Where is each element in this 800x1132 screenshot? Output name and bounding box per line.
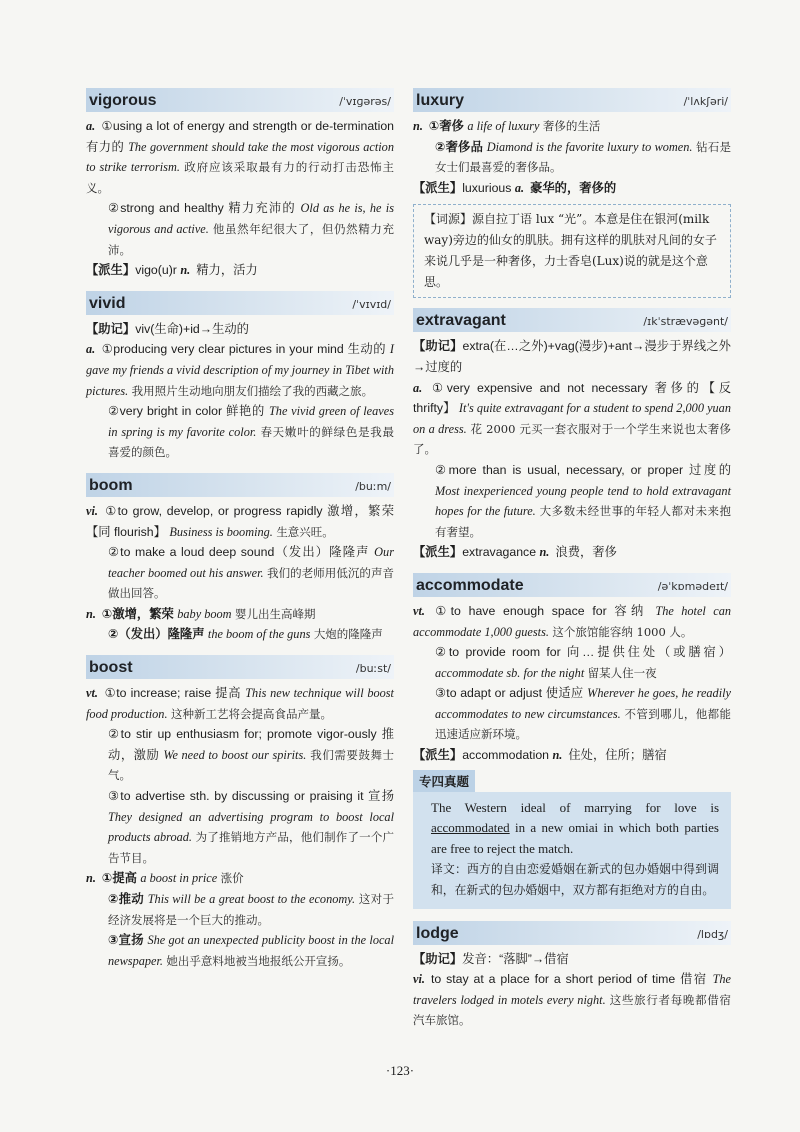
mnemonic-tag: 【助记】: [413, 951, 463, 966]
definition: ①to increase; raise 提高: [103, 686, 242, 701]
definition: ②（发出）隆隆声: [108, 627, 205, 642]
sense-block: [86, 542, 394, 604]
headword: boost: [89, 659, 133, 677]
mnemonic: [413, 949, 731, 970]
entry-header: [413, 573, 731, 597]
example: a life of luxury: [467, 119, 540, 133]
translation: 春天嫩叶的鲜绿色是我最喜爱的颜色。: [108, 424, 394, 460]
sense-block: [86, 889, 394, 930]
sense-block: [86, 786, 394, 868]
translation: 这对于经济发展将是一个巨大的推动。: [108, 892, 395, 927]
part-of-speech: n.: [86, 606, 96, 621]
translation: 我们需要鼓舞士气。: [108, 747, 395, 783]
mnemonic: [86, 319, 394, 340]
sense-block: [413, 642, 731, 683]
mnemonic-tag: 【助记】: [86, 321, 136, 336]
definition: ②very bright in color 鲜艳的: [108, 404, 265, 419]
translation: 他虽然年纪很大了，但仍然精力充沛。: [108, 221, 395, 257]
part-of-speech: vt.: [86, 686, 98, 701]
example: This new technique will boost food production.: [86, 686, 394, 721]
sense-block: [86, 683, 394, 724]
headword: accommodate: [416, 576, 524, 594]
definition: ②推动: [108, 892, 144, 906]
entry-header: [413, 921, 731, 945]
sense-block: [86, 624, 394, 645]
phonetic: /ˈvɪvɪd/: [352, 297, 391, 311]
phonetic: /buːm/: [355, 479, 391, 493]
headword: vivid: [89, 294, 126, 312]
sense-block: [413, 460, 731, 542]
sense-block: [86, 930, 394, 971]
part-of-speech: vi.: [413, 972, 425, 987]
entry-boost: [86, 655, 394, 971]
derivative-word: extravagance: [462, 545, 537, 560]
example: The hotel can accommodate 1,000 guests.: [413, 603, 732, 639]
derivative-word: vigo(u)r: [135, 263, 177, 278]
entry-header: [86, 291, 394, 315]
phonetic: /ɪkˈstrævəɡənt/: [643, 315, 728, 329]
example: a boost in price: [140, 871, 218, 886]
translation: 婴儿出生高峰期: [234, 606, 316, 621]
derivative-tag: 【派生】: [86, 263, 136, 278]
example: the boom of the guns: [207, 627, 311, 642]
etymology-box: 【词源】源自拉丁语 lux “光”。本意是住在银河(milk way)旁边的仙女的肌肤。拥有这样的肌肤对凡间的女子来说几乎是一种奢侈，力士香皂(Lux)说的就是这个意思。: [413, 204, 731, 298]
example: I gave my friends a vivid description of my journey in Tibet with pictures.: [86, 342, 394, 398]
exam-badge: 专四真题: [413, 770, 475, 792]
definition: ②to make a loud deep sound（发出）隆隆声: [108, 545, 370, 560]
headword: extravagant: [416, 312, 506, 330]
sense-block: [413, 601, 731, 642]
part-of-speech: n.: [539, 545, 550, 560]
example: Business is booming.: [169, 524, 273, 539]
exam-box: [413, 792, 731, 909]
example: The government should take the most vigorous action to strike terrorism.: [86, 139, 394, 175]
definition: ③to adapt or adjust 使适应: [435, 686, 584, 701]
mnemonic-text: 发音：“落脚”→借宿: [462, 951, 569, 966]
translation: 花 2000 元买一套衣服对于一个学生来说也太奢侈了。: [413, 421, 732, 457]
definition: ①to grow, develop, or progress rapidly 激增，繁荣【同 flourish】: [86, 503, 394, 539]
derivative: [413, 178, 731, 199]
left-column: [86, 88, 394, 981]
headword: boom: [89, 476, 133, 494]
definition: ②to provide room for 向…提供住处（或膳宿）: [435, 645, 731, 660]
translation: 我用照片生动地向朋友们描绘了我的西藏之旅。: [131, 383, 374, 398]
entry-extravagant: [413, 308, 731, 563]
entry-lodge: [413, 921, 731, 1031]
derivative-word: accommodation: [462, 748, 550, 763]
definition: ①to have enough space for 容纳: [430, 603, 648, 618]
derivative-tag: 【派生】: [413, 180, 463, 195]
definition: ①激增，繁荣: [101, 606, 174, 621]
phonetic: /əˈkɒmədeɪt/: [657, 579, 728, 593]
example: We need to boost our spirits.: [163, 747, 307, 762]
translation: 她出乎意料地被当地报纸公开宣扬。: [166, 953, 351, 968]
page-number: ·123·: [385, 1063, 415, 1078]
definition: ②to stir up enthusiasm for; promote vigor-ously 推动，激励: [108, 727, 394, 762]
definition: to stay at a place for a short period of time 借宿: [430, 972, 708, 987]
part-of-speech: n.: [413, 119, 423, 133]
mnemonic-text: viv(生命)+id→生动的: [135, 321, 249, 336]
translation: 为了推销地方产品，他们制作了一个广告节目。: [108, 830, 394, 865]
phonetic: /lɒdʒ/: [697, 927, 728, 941]
part-of-speech: a.: [86, 342, 96, 357]
example: baby boom: [177, 606, 232, 621]
part-of-speech: a.: [413, 380, 423, 395]
part-of-speech: a.: [514, 180, 525, 195]
entry-boom: [86, 473, 394, 645]
entry-header: [413, 88, 731, 112]
example: Wherever he goes, he readily accommodates to new circumstances.: [435, 686, 732, 721]
example: Diamond is the favorite luxury to women.: [486, 139, 693, 154]
translation: 奢侈的生活: [542, 119, 601, 133]
mnemonic: [413, 336, 731, 377]
entry-vivid: [86, 291, 394, 463]
phonetic: /ˈvɪɡərəs/: [339, 95, 391, 108]
sense-block: [413, 969, 731, 1031]
definition: ③宣扬: [108, 933, 144, 948]
exam-translation: 译文：西方的自由恋爱婚姻在新式的包办婚姻中得到调和，在新式的包办婚姻中，双方都有拒绝对方的自由。: [431, 862, 719, 898]
example: accommodate sb. for the night: [435, 665, 585, 680]
sense-block: [86, 339, 394, 401]
translation: 生意兴旺。: [276, 524, 334, 539]
derivative: [413, 542, 731, 563]
part-of-speech: a.: [86, 119, 96, 133]
definition: ②strong and healthy 精力充沛的: [108, 201, 296, 216]
derivative: [86, 260, 394, 281]
definition: ①producing very clear pictures in your mind 生动的: [101, 342, 386, 357]
part-of-speech: vt.: [413, 603, 425, 618]
translation: 政府应该采取最有力的行动打击恐怖主义。: [86, 160, 394, 195]
part-of-speech: n.: [180, 263, 191, 278]
part-of-speech: n.: [552, 748, 563, 763]
translation: 大多数未经世事的年轻人都对未来抱有奢望。: [435, 504, 731, 539]
translation: 钻石是女士们最喜爱的奢侈品。: [435, 139, 732, 175]
definition: ①using a lot of energy and strength or de-termination 有力的: [86, 119, 394, 154]
sense-block: [413, 137, 731, 178]
translation: 不管到哪儿，他都能迅速适应新环境。: [435, 706, 732, 742]
sense-block: [413, 683, 731, 745]
example: Our teacher boomed out his answer.: [108, 545, 394, 580]
phonetic: /ˈlʌkʃəri/: [683, 95, 728, 108]
derivative: [413, 745, 731, 766]
entry-header: [86, 655, 394, 679]
definition: ①very expensive and not necessary 奢侈的【反 thrifty】: [413, 380, 731, 416]
definition: ③to advertise sth. by discussing or praising it 宣扬: [108, 789, 394, 804]
example: This will be a great boost to the economy.: [147, 892, 356, 906]
sense-block: [86, 724, 394, 786]
headword: lodge: [416, 924, 459, 942]
mnemonic-tag: 【助记】: [413, 339, 463, 354]
exam-sentence-end: in a new omiai in which both parties are free to reject the match.: [431, 820, 719, 856]
sense-block: [86, 198, 394, 260]
example: It's quite extravagant for a student to spend 2,000 yuan on a dress.: [413, 401, 731, 436]
definition: ①提高: [101, 871, 137, 886]
entry-header: [86, 473, 394, 497]
definition: ②奢侈品: [435, 139, 484, 154]
definition: ①奢侈: [428, 119, 464, 133]
headword: luxury: [416, 92, 465, 109]
translation: 留某人住一夜: [587, 665, 657, 680]
translation: 我们的老师用低沉的声音做出回答。: [108, 565, 395, 601]
example: The vivid green of leaves in spring is my favorite color.: [108, 404, 394, 439]
entry-vigorous: [86, 88, 394, 281]
translation: 这个旅馆能容纳 1000 人。: [552, 624, 693, 639]
sense-block: [413, 116, 731, 137]
part-of-speech: n.: [86, 871, 96, 886]
translation: 涨价: [220, 871, 244, 886]
sense-block: [86, 868, 394, 889]
exam-keyword: accommodated: [431, 820, 510, 836]
entry-header: [86, 88, 394, 112]
sense-block: [413, 378, 731, 460]
derivative-tag: 【派生】: [413, 545, 463, 560]
example: They designed an advertising program to boost local products abroad.: [108, 809, 394, 845]
sense-block: [86, 116, 394, 198]
exam-sentence-start: The Western ideal of marrying for love is: [431, 799, 719, 815]
derivative-tag: 【派生】: [413, 748, 463, 763]
example: The travelers lodged in motels every night.: [413, 972, 732, 1007]
entry-header: [413, 308, 731, 332]
sense-block: [86, 401, 394, 463]
definition: ②more than is usual, necessary, or proper 过度的: [435, 462, 731, 477]
example: Most inexperienced young people tend to hold extravagant hopes for the future.: [435, 483, 731, 519]
sense-block: [86, 604, 394, 625]
translation: 大炮的隆隆声: [313, 627, 383, 642]
derivative-word: luxurious: [462, 180, 512, 195]
translation: 住处，住所；膳宿: [568, 748, 667, 763]
right-column: [413, 88, 731, 1041]
entry-accommodate: [413, 573, 731, 909]
part-of-speech: vi.: [86, 503, 98, 518]
mnemonic-text: extra(在…之外)+vag(漫步)+ant→漫步于界线之外→过度的: [413, 339, 731, 374]
headword: vigorous: [89, 92, 157, 109]
translation: 这种新工艺将会提高食品产量。: [170, 706, 332, 721]
example: She got an unexpected publicity boost in the local newspaper.: [108, 933, 394, 968]
translation: 豪华的，奢侈的: [530, 180, 617, 195]
translation: 浪费，奢侈: [555, 545, 617, 560]
phonetic: /buːst/: [355, 662, 391, 676]
example: Old as he is, he is vigorous and active.: [108, 201, 394, 236]
entry-luxury: [413, 88, 731, 298]
translation: 这些旅行者每晚都借宿汽车旅馆。: [413, 992, 731, 1028]
sense-block: [86, 501, 394, 542]
translation: 精力，活力: [196, 263, 258, 278]
